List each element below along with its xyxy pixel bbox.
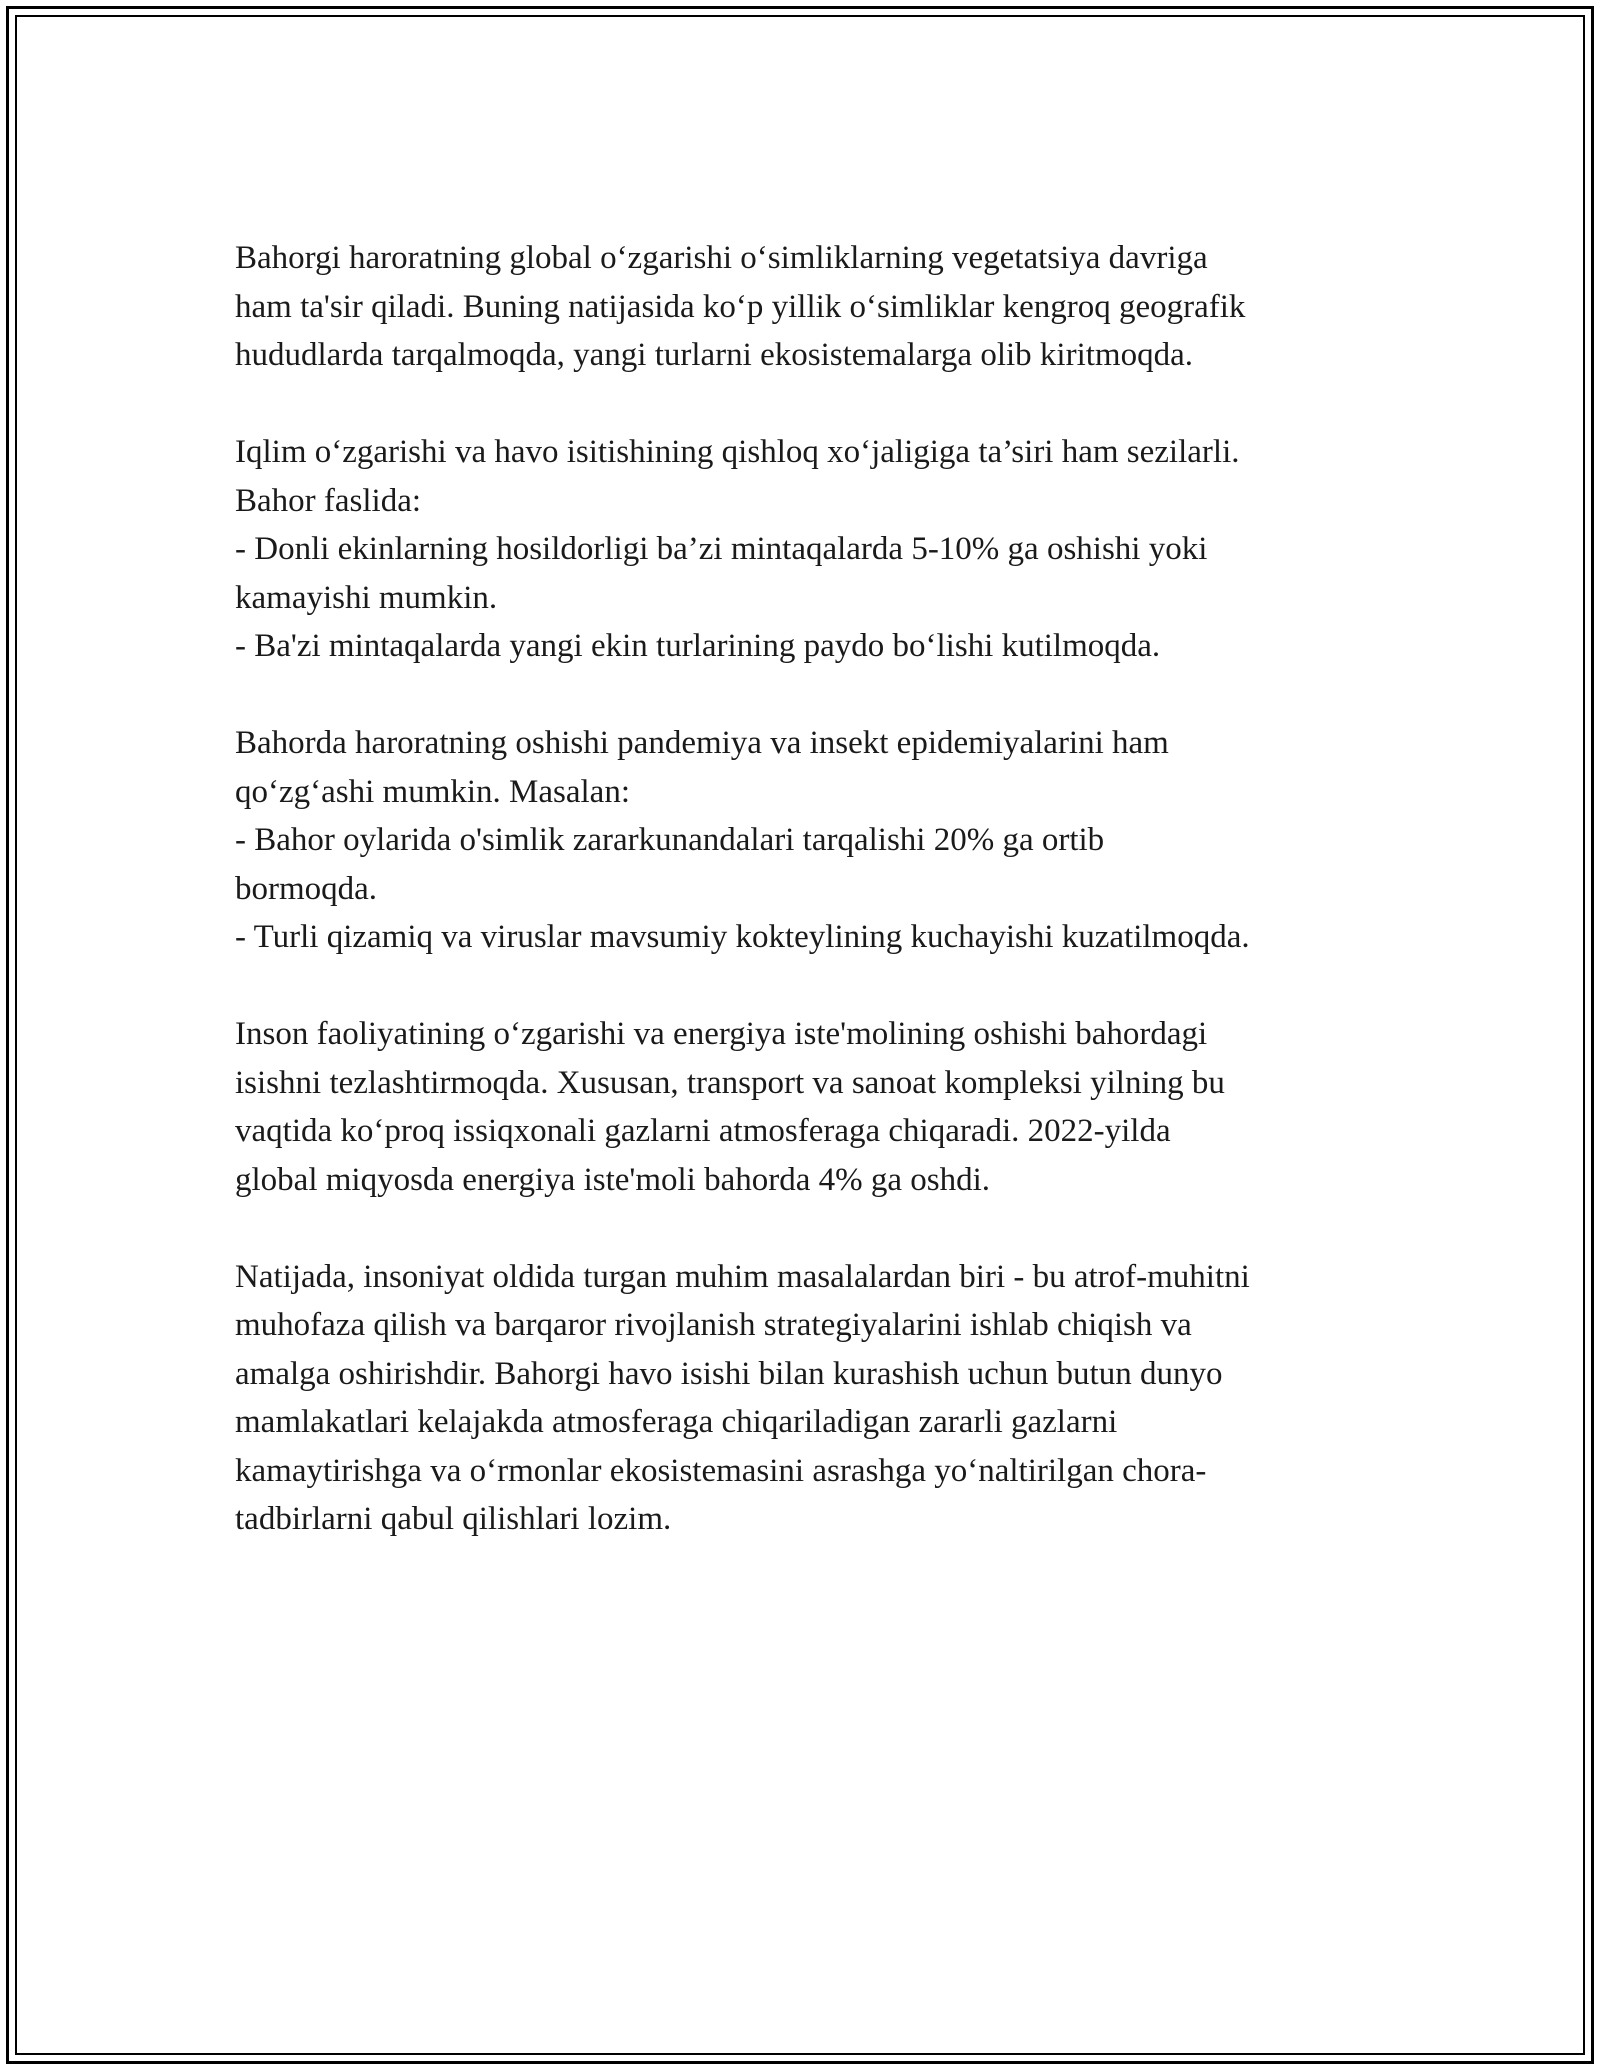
paragraph-3 [235,719,1375,962]
text-line: tadbirlarni qabul qilishlari lozim. [235,1501,672,1537]
paragraph-5 [235,1253,1375,1544]
document-body [235,234,1375,1544]
paragraph-4 [235,1010,1375,1204]
list-item-line: - Turli qizamiq va viruslar mavsumiy kokteylining kuchayishi kuzatilmoqda. [235,919,1250,955]
list-item-line: kamayishi mumkin. [235,579,498,616]
text-line: isishni tezlashtirmoqda. Xususan, transport va sanoat kompleksi yilning bu [235,1064,1225,1101]
paragraph-1 [235,234,1375,380]
list-item-line: - Bahor oylarida o'simlik zararkunandalari tarqalishi 20% ga ortib [235,822,1105,858]
text-line: hududlarda tarqalmoqda, yangi turlarni ekosistemalarga olib kiritmoqda. [235,337,1193,373]
text-line: ham ta's‍ir qiladi. Buning natijasida ko‘p yillik o‘simliklar kengroq geografik [235,288,1246,325]
list-item-line: - Ba'zi mintaqalarda yangi ekin turlarining paydo bo‘lishi kutilmoqda. [235,628,1161,664]
text-line: Natijada, insoniyat oldida turgan muhim masalalardan biri - bu atrof-muhitni [235,1258,1250,1295]
text-line: Bahorgi haroratning global o‘zgarishi o‘simliklarning vegetatsiya davriga [235,240,1208,276]
text-line: vaqtida ko‘proq issiqxonali gazlarni atmosferaga chiqaradi. 2022-yilda [235,1113,1171,1149]
text-line: Iqlim o‘zgarishi va havo isitishining qishloq xo‘jaligiga ta’siri ham sezilarli. [235,434,1240,470]
paragraph-2 [235,428,1375,671]
text-line: mamlakatlari kelajakda atmosferaga chiqariladigan zararli gazlarni [235,1404,1118,1440]
text-line: kamaytirishga va o‘rmonlar ekosistemasini asrashga yo‘naltirilgan chora- [235,1452,1207,1489]
text-line: amalga oshirishdir. Bahorgi havo isishi bilan kurashish uchun butun dunyo [235,1355,1223,1392]
list-item-line: bormoqda. [235,870,378,907]
text-line: muhofaza qilish va barqaror rivojlanish strategiyalarini ishlab chiqish va [235,1307,1192,1343]
list-item-line: - Donli ekinlarning hosildorligi ba’zi mintaqalarda 5-10% ga oshishi yoki [235,531,1208,567]
text-line: Inson faoliyatining o‘zgarishi va energiya iste'molining oshishi bahordagi [235,1016,1208,1052]
text-line: qo‘zg‘ashi mumkin. Masalan: [235,773,631,810]
text-line: global miqyosda energiya iste'moli bahorda 4% ga oshdi. [235,1161,991,1198]
text-line: Bahorda haroratning oshishi pandemiya va insekt epidemiyalarini ham [235,725,1169,761]
text-line: Bahor faslida: [235,482,422,519]
